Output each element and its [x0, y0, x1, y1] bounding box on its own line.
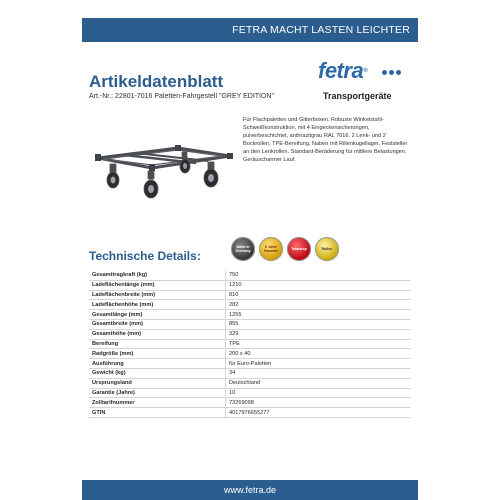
spec-label: GTIN	[89, 408, 226, 418]
spec-label: Gesamttragkraft (kg)	[89, 271, 226, 280]
totalstop-badge-icon: Totalstop	[287, 237, 311, 261]
spec-value: Deutschland	[226, 378, 412, 388]
spec-value: 282	[226, 300, 412, 310]
spec-row	[89, 368, 411, 378]
spec-row	[89, 310, 411, 320]
spec-row	[89, 319, 411, 329]
specifications-table	[89, 271, 411, 418]
logo-word: fetra	[318, 58, 364, 83]
logo-registered-mark: ®	[363, 68, 368, 74]
warranty-badge-icon: 5 Jahre Garantie	[259, 237, 283, 261]
quality-badges	[231, 237, 339, 261]
spec-value: 10	[226, 388, 412, 398]
spec-value: TPE	[226, 339, 412, 349]
spec-row	[89, 271, 411, 280]
spec-row	[89, 349, 411, 359]
spec-value: 4017976655277	[226, 408, 412, 418]
spec-label: Ladeflächenhöhe (mm)	[89, 300, 226, 310]
product-image	[90, 118, 238, 206]
spec-label: Gesamtbreite (mm)	[89, 319, 226, 329]
spec-row	[89, 408, 411, 418]
spec-row	[89, 290, 411, 300]
spec-label: Ursprungsland	[89, 378, 226, 388]
spec-value: 1210	[226, 280, 412, 290]
spec-row	[89, 398, 411, 408]
bottom-banner	[82, 480, 418, 500]
spec-label: Radgröße (mm)	[89, 349, 226, 359]
spec-value: für Euro-Paletten	[226, 359, 412, 369]
spec-label: Gesamtlänge (mm)	[89, 310, 226, 320]
technical-details-heading: Technische Details:	[89, 249, 201, 263]
made-in-germany-badge-icon: Made in Germany	[231, 237, 255, 261]
logo-dots-icon	[382, 70, 401, 75]
spec-row	[89, 280, 411, 290]
spec-label: Ausführung	[89, 359, 226, 369]
logo-subtitle: Transportgeräte	[323, 91, 392, 101]
spec-label: Gesamthöhe (mm)	[89, 329, 226, 339]
spec-row	[89, 378, 411, 388]
spec-label: Ladeflächenbreite (mm)	[89, 290, 226, 300]
article-number-line: Art.-Nr.: 22801-7016 Paletten-Fahrgestell "GREY EDITION"	[89, 93, 274, 100]
spec-value: 855	[226, 319, 412, 329]
spec-label: Bereifung	[89, 339, 226, 349]
spec-row	[89, 329, 411, 339]
spec-label: Gewicht (kg)	[89, 368, 226, 378]
top-banner	[82, 18, 418, 42]
spec-row	[89, 339, 411, 349]
spec-value: 34	[226, 368, 412, 378]
fetra-logo	[318, 60, 408, 82]
product-description: Für Flachpaletten und Gitterboxen. Robuste Winkelstahl-Schweißkonstruktion, mit 4 Eingeckensicherungen, pulverbeschichtet, anthrazitgrau RAL 7016. 2 Lenk- und 2 Bockrollen, TPE-Bereifung, Naben mit Rillenkugellager, Feststeller an den Lenkrollen. Standard-Beräderung für mittlere Belastungen. Geräuscharmer Lauf.	[243, 117, 408, 163]
footer-url[interactable]: www.fetra.de	[223, 485, 277, 495]
spec-row	[89, 359, 411, 369]
spec-value: 1255	[226, 310, 412, 320]
spec-label: Garantie (Jahre)	[89, 388, 226, 398]
spec-value: 750	[226, 271, 412, 280]
wheels-badge-icon: Rollen	[315, 237, 339, 261]
spec-row	[89, 300, 411, 310]
spec-value: 810	[226, 290, 412, 300]
banner-slogan: FETRA MACHT LASTEN LEICHTER	[232, 24, 410, 36]
spec-row	[89, 388, 411, 398]
spec-value: 73269098	[226, 398, 412, 408]
spec-value: 200 x 40	[226, 349, 412, 359]
spec-value: 329	[226, 329, 412, 339]
spec-label: Zolltarifnummer	[89, 398, 226, 408]
spec-label: Ladeflächenlänge (mm)	[89, 280, 226, 290]
page-title: Artikeldatenblatt	[89, 72, 224, 91]
